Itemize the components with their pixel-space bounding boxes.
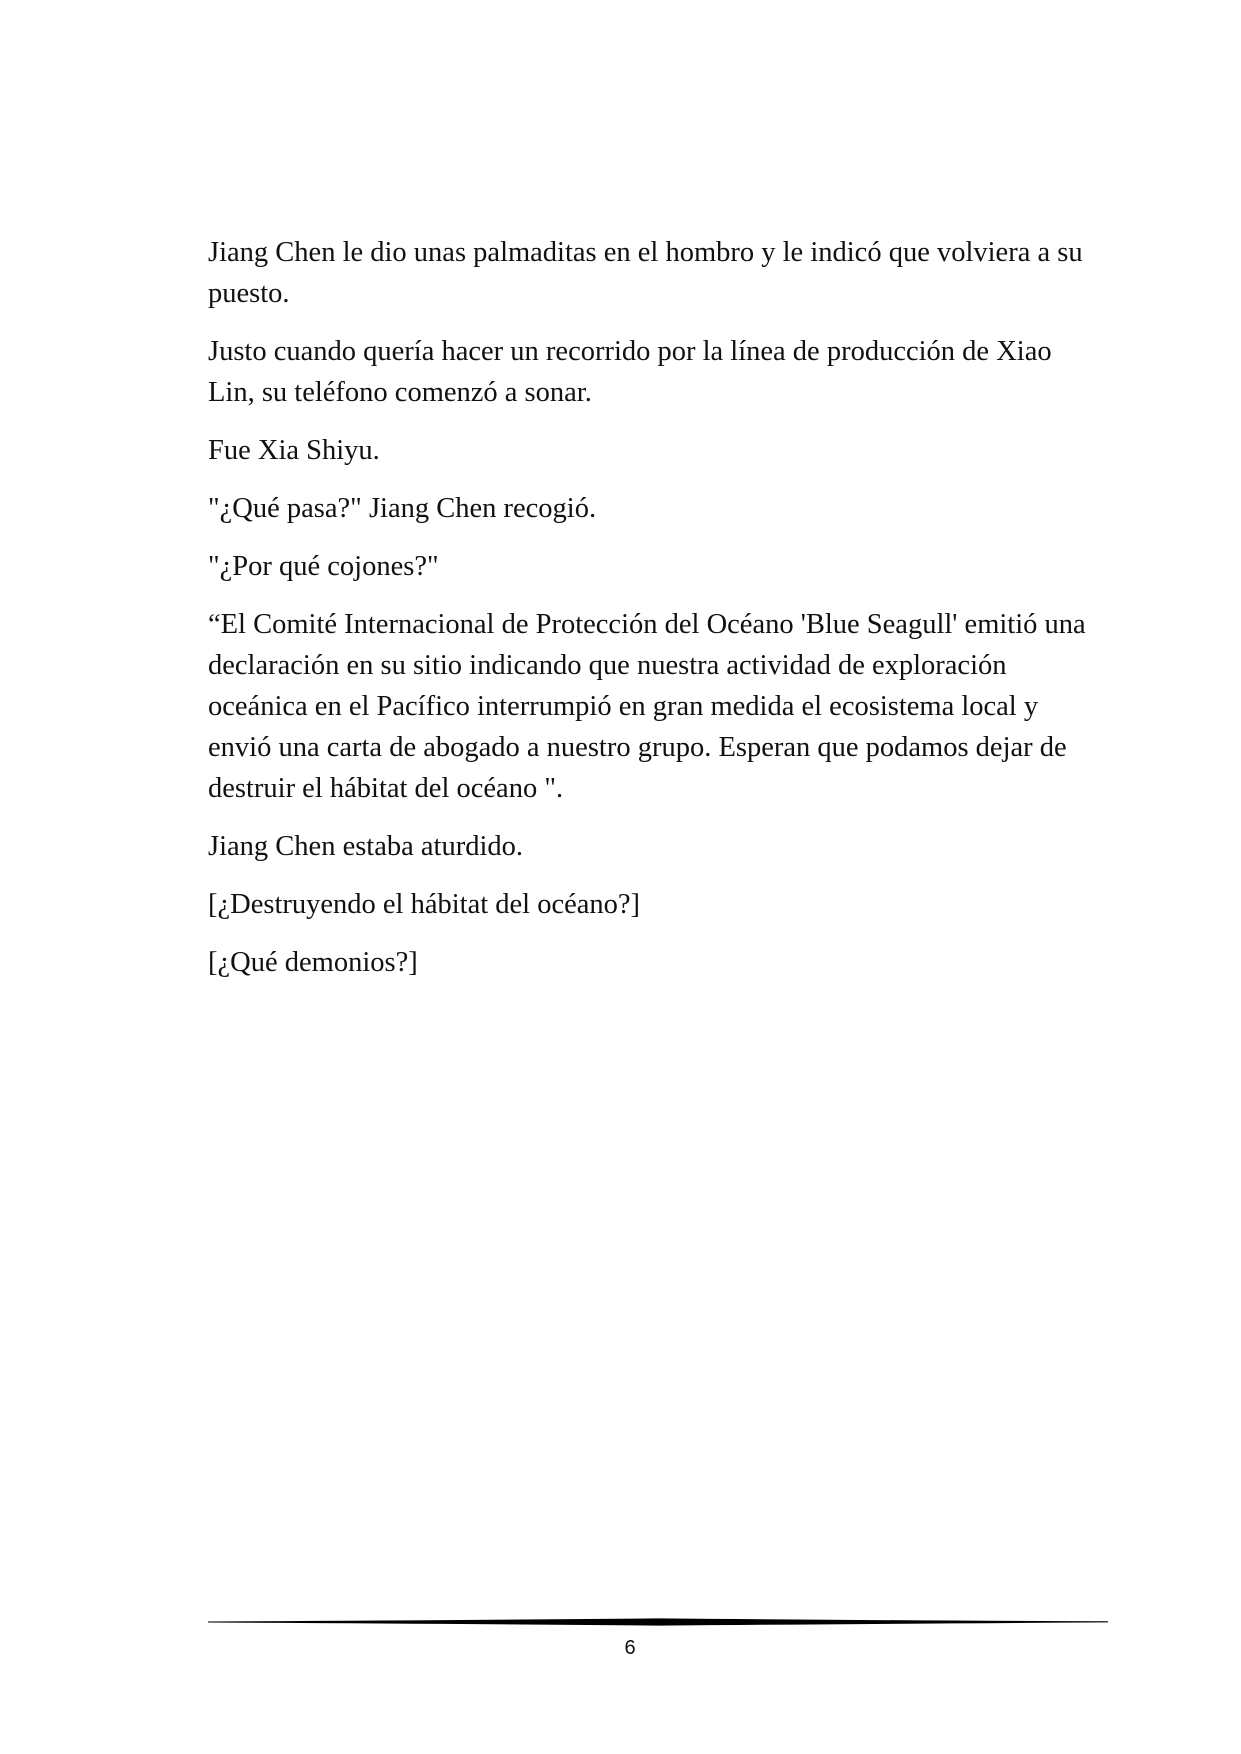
paragraph-5: "¿Por qué cojones?" <box>208 551 439 582</box>
paragraph-9: [¿Qué demonios?] <box>208 947 418 978</box>
paragraph-1: Jiang Chen le dio unas palmaditas en el hombro y le indicó que volviera a su puesto. <box>208 237 1083 309</box>
paragraph-3: Fue Xia Shiyu. <box>208 435 380 466</box>
paragraph-7: Jiang Chen estaba aturdido. <box>208 831 524 862</box>
paragraph-8: [¿Destruyendo el hábitat del océano?] <box>208 889 641 920</box>
paragraph-6: “El Comité Internacional de Protección del Océano 'Blue Seagull' emitió una declaración en su sitio indicando que nuestra actividad de exploración oceánica en el Pacífico interrumpió en gran medida el ecosistema local y envió una carta de abogado a nuestro grupo. Esperan que podamos dejar de destruir el hábitat del océano ". <box>208 609 1086 804</box>
paragraph-2: Justo cuando quería hacer un recorrido por la línea de producción de Xiao Lin, su teléfono comenzó a sonar. <box>208 336 1052 408</box>
page-number: 6 <box>624 1637 636 1659</box>
footer-divider <box>208 1614 1108 1630</box>
paragraph-4: "¿Qué pasa?" Jiang Chen recogió. <box>208 493 597 524</box>
page-body <box>208 232 1088 1000</box>
